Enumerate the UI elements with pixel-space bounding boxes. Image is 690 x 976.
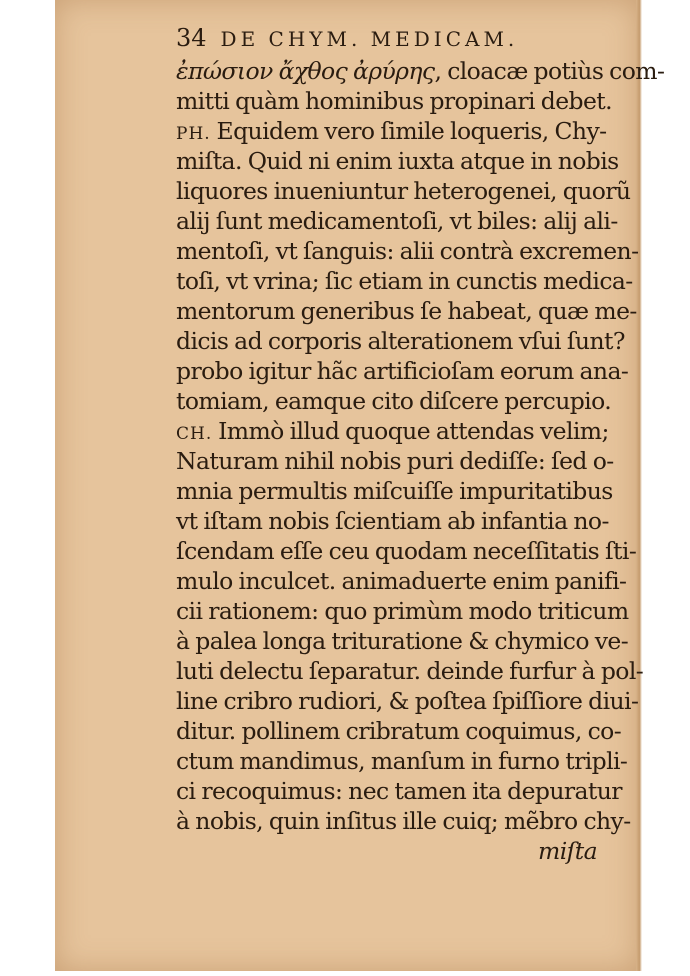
text-line-11 bbox=[176, 356, 631, 386]
line-text: liquores inueniuntur heterogenei, quorũ bbox=[176, 177, 631, 205]
text-line-23 bbox=[176, 716, 631, 746]
page-number: 34 bbox=[176, 24, 207, 52]
line-text: alij ſunt medicamentoſi, vt biles: alij ali- bbox=[176, 207, 618, 235]
line-text: mentoſi, vt ſanguis: alii contrà excremen- bbox=[176, 237, 639, 265]
speaker-label: CH. bbox=[176, 424, 213, 444]
text-line-21 bbox=[176, 656, 644, 686]
page-header bbox=[176, 20, 631, 56]
line-text: cii rationem: quo primùm modo triticum bbox=[176, 597, 629, 625]
line-text: ci recoquimus: nec tamen ita depuratur bbox=[176, 777, 622, 805]
text-line-12 bbox=[176, 386, 631, 416]
text-line-1 bbox=[176, 56, 665, 86]
line-text: Naturam nihil nobis puri dediſſe: ſed o- bbox=[176, 447, 614, 475]
text-line-3 bbox=[176, 116, 631, 146]
line-text: vt iſtam nobis ſcientiam ab infantia no- bbox=[176, 507, 609, 535]
line-text: ſcendam eſſe ceu quodam neceſſitatis ſti- bbox=[176, 537, 637, 565]
greek-phrase: ἐπώσιον ἄχθος ἀρύρης bbox=[176, 57, 435, 85]
line-text: à palea longa trituratione & chymico ve- bbox=[176, 627, 629, 655]
speaker-label: PH. bbox=[176, 124, 211, 144]
text-line-22 bbox=[176, 686, 639, 716]
text-line-4 bbox=[176, 146, 631, 176]
text-line-15 bbox=[176, 476, 631, 506]
text-line-13 bbox=[176, 416, 631, 446]
line-text: mentorum generibus ſe habeat, quæ me- bbox=[176, 297, 637, 325]
text-line-14 bbox=[176, 446, 631, 476]
line-text: , cloacæ potiùs com- bbox=[434, 57, 665, 85]
line-text: luti delectu ſeparatur. deinde furfur à pol- bbox=[176, 657, 644, 685]
line-text: toſi, vt vrina; ſic etiam in cunctis medica- bbox=[176, 267, 633, 295]
text-line-2 bbox=[176, 86, 631, 116]
line-text: line cribro rudiori, & poſtea ſpiſſiore diui- bbox=[176, 687, 639, 715]
line-text: Equidem vero ſimile loqueris, Chy- bbox=[210, 117, 607, 145]
text-line-17 bbox=[176, 536, 637, 566]
text-line-7 bbox=[176, 236, 639, 266]
text-line-8 bbox=[176, 266, 631, 296]
text-line-6 bbox=[176, 206, 631, 236]
line-text: tomiam, eamque cito diſcere percupio. bbox=[176, 387, 612, 415]
page-text bbox=[176, 20, 665, 866]
line-text: probo igitur hãc artificioſam eorum ana- bbox=[176, 357, 629, 385]
catchword: miſta bbox=[538, 837, 597, 865]
text-line-5 bbox=[176, 176, 631, 206]
text-line-26 bbox=[176, 806, 631, 836]
text-line-24 bbox=[176, 746, 631, 776]
text-line-10 bbox=[176, 326, 631, 356]
text-line-20 bbox=[176, 626, 631, 656]
text-line-18 bbox=[176, 566, 631, 596]
text-line-9 bbox=[176, 296, 637, 326]
text-line-16 bbox=[176, 506, 631, 536]
line-text: mulo inculcet. animaduerte enim panifi- bbox=[176, 567, 627, 595]
text-line-19 bbox=[176, 596, 631, 626]
line-text: Immò illud quoque attendas velim; bbox=[212, 417, 609, 445]
line-text: à nobis, quin inſitus ille cuiq; mẽbro chy- bbox=[176, 807, 631, 835]
running-head: DE CHYM. MEDICAM. bbox=[220, 27, 519, 51]
line-text: miſta. Quid ni enim iuxta atque in nobis bbox=[176, 147, 619, 175]
line-text: mitti quàm hominibus propinari debet. bbox=[176, 87, 613, 115]
text-line-25 bbox=[176, 776, 631, 806]
line-text: dicis ad corporis alterationem vſui ſunt? bbox=[176, 327, 625, 355]
line-text: ditur. pollinem cribratum coquimus, co- bbox=[176, 717, 622, 745]
page-fore-edge bbox=[636, 0, 642, 971]
line-text: ctum mandimus, manſum in furno tripli- bbox=[176, 747, 628, 775]
line-text: mnia permultis miſcuiſſe impuritatibus bbox=[176, 477, 613, 505]
